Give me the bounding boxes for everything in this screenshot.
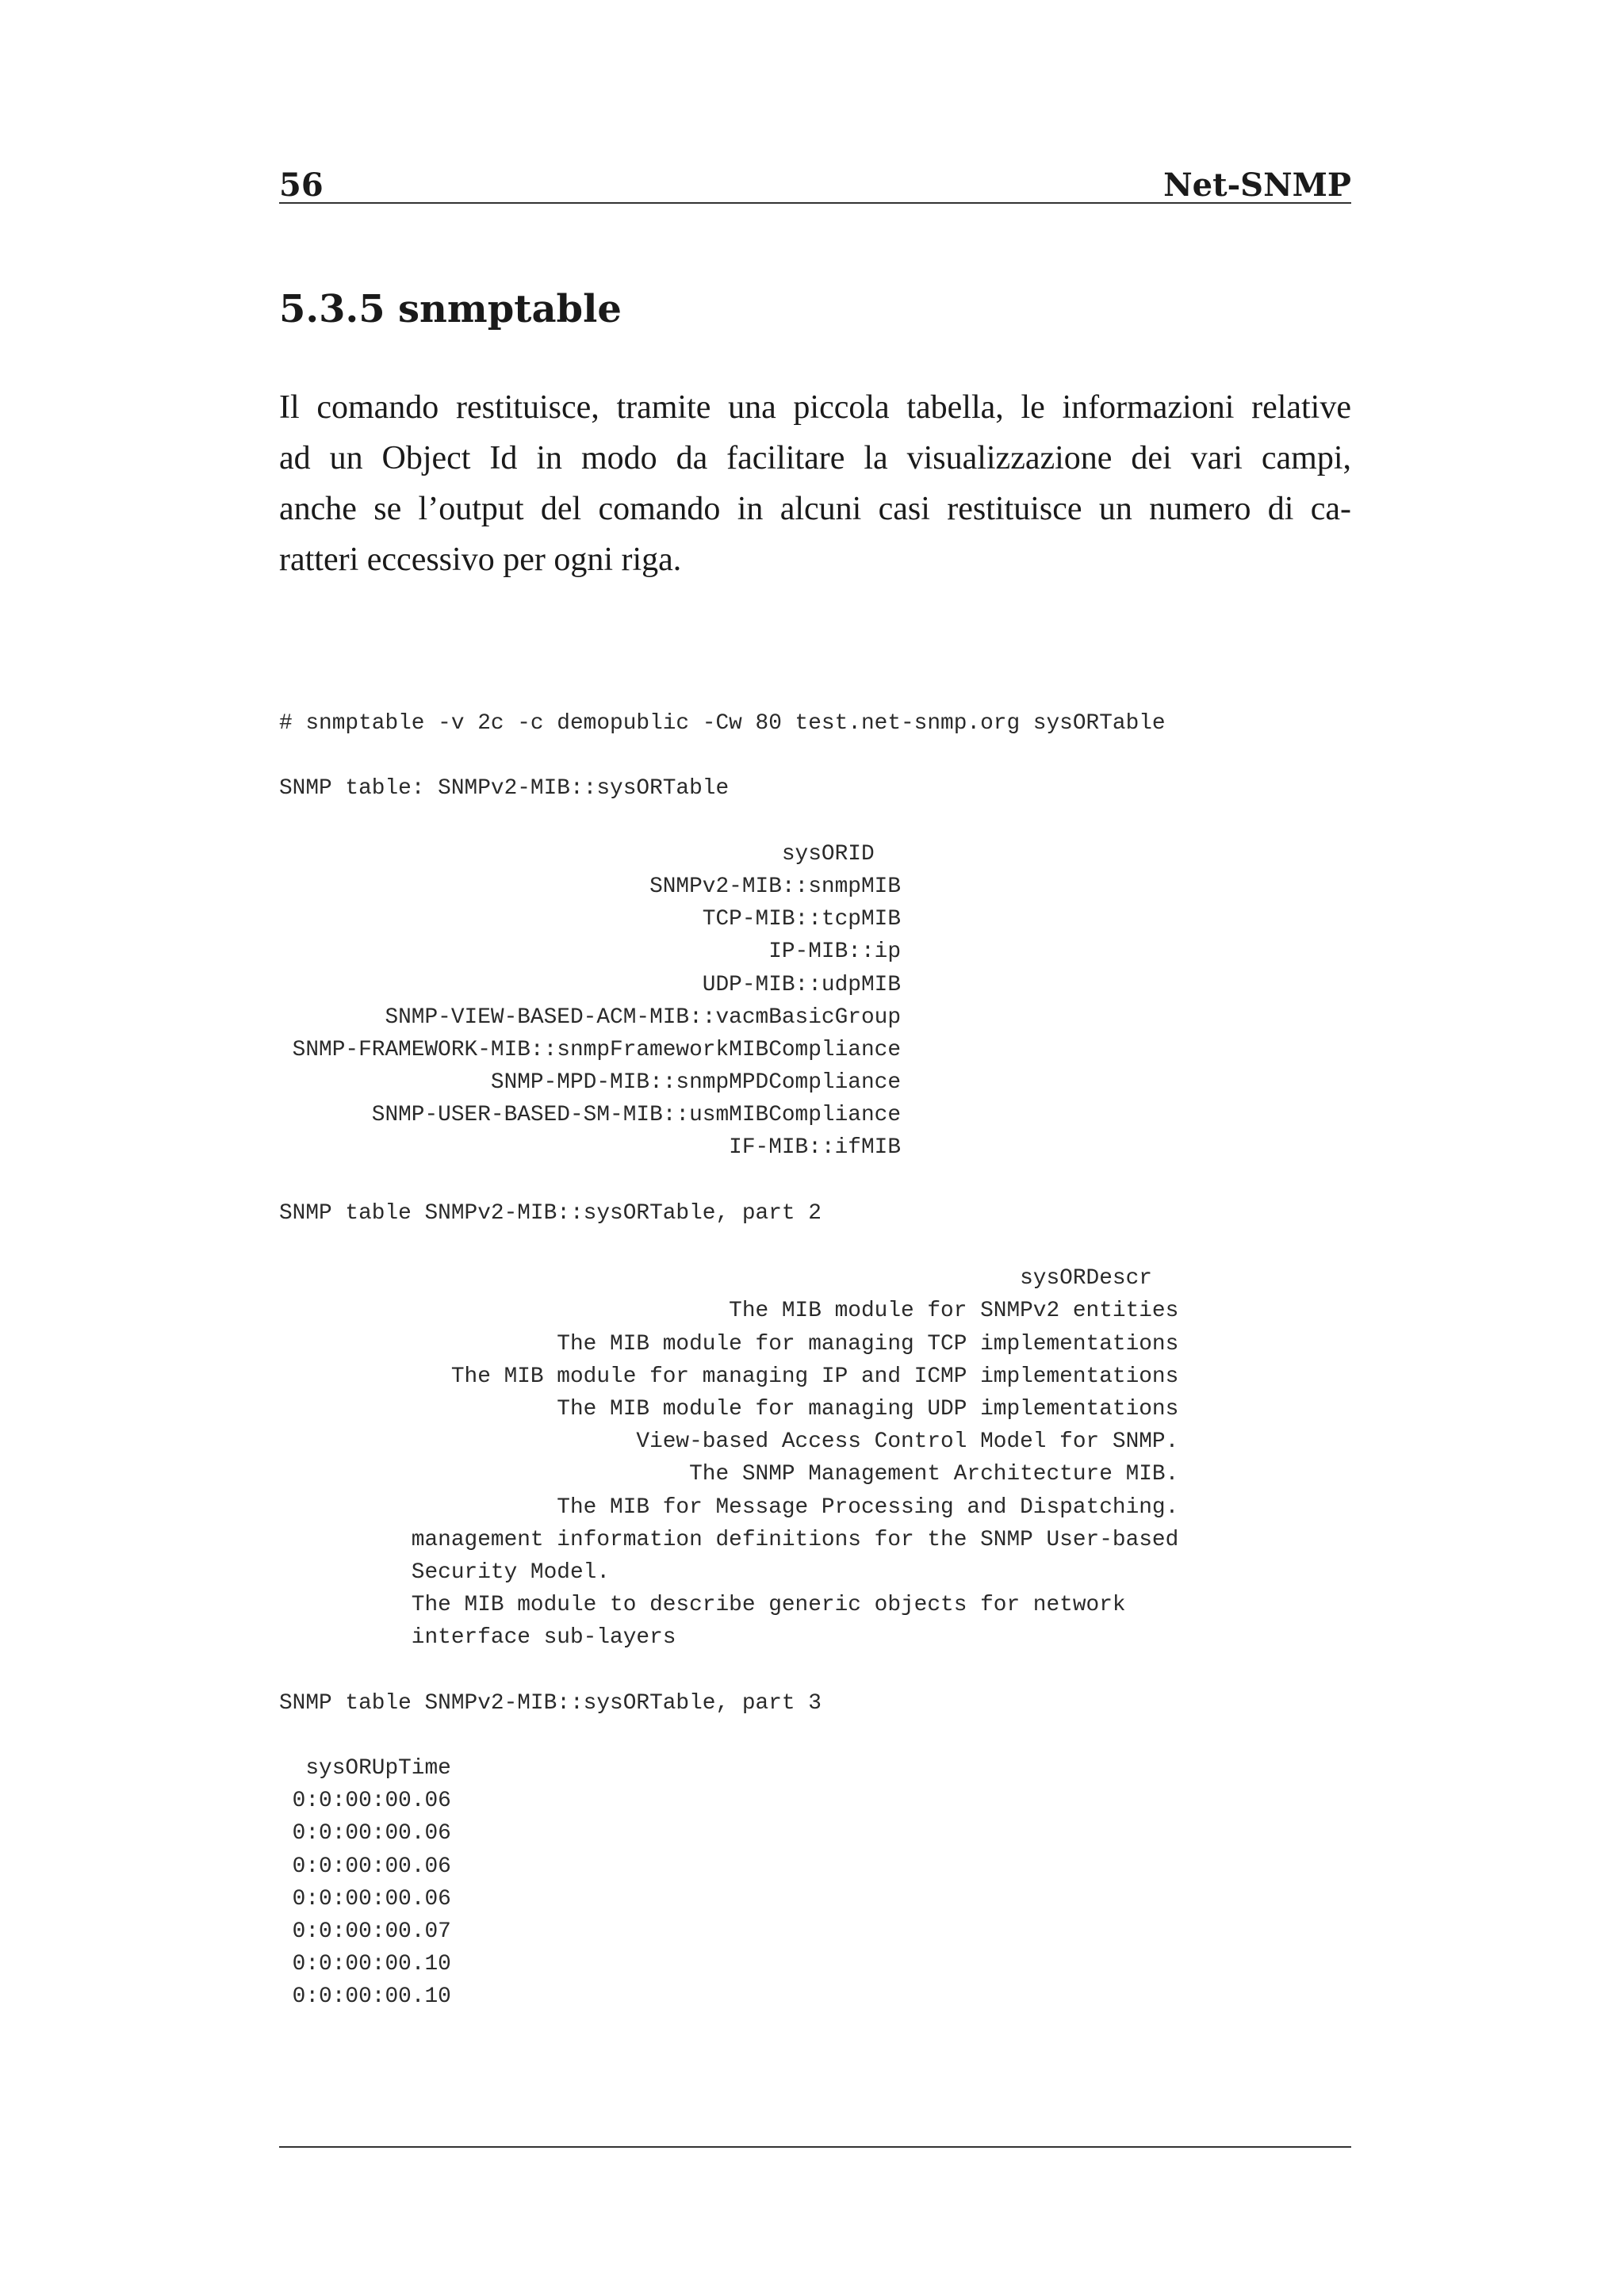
code-line: The MIB module to describe generic objects for network <box>279 1593 1126 1618</box>
running-header <box>279 157 1351 204</box>
header-rule <box>279 202 1351 204</box>
paragraph-line: ad un Object Id in modo da facilitare la visualizzazione dei vari campi, <box>279 440 1351 476</box>
code-line: 0:0:00:00.10 <box>279 1984 451 2010</box>
code-line <box>279 740 1178 772</box>
code-line: The MIB module for SNMPv2 entities <box>279 1299 1179 1324</box>
footer-rule <box>279 2146 1351 2148</box>
code-line: # snmptable -v 2c -c demopublic -Cw 80 test.net-snmp.org sysORTable <box>279 711 1166 736</box>
code-line: Security Model. <box>279 1559 611 1585</box>
paragraph-line: Il comando restituisce, tramite una piccola tabella, le informazioni relative <box>279 389 1351 426</box>
code-line: 0:0:00:00.06 <box>279 1886 451 1911</box>
code-line: SNMP table: SNMPv2-MIB::sysORTable <box>279 776 730 802</box>
code-line: sysORUpTime <box>279 1756 451 1781</box>
code-line: sysORDescr <box>279 1266 1152 1292</box>
code-line: 0:0:00:00.06 <box>279 1821 451 1846</box>
code-line: The MIB module for managing IP and ICMP implementations <box>279 1364 1179 1389</box>
code-line: management information definitions for the SNMP User-based <box>279 1527 1179 1552</box>
code-line: 0:0:00:00.10 <box>279 1952 451 1977</box>
code-line: IF-MIB::ifMIB <box>279 1135 901 1161</box>
code-line: View-based Access Control Model for SNMP. <box>279 1429 1179 1455</box>
paragraph-line: ratteri eccessivo per ogni riga. <box>279 541 682 578</box>
code-line: The MIB module for managing UDP implementations <box>279 1396 1179 1422</box>
code-line: TCP-MIB::tcpMIB <box>279 907 901 932</box>
paragraph-line: anche se l’output del comando in alcuni casi restituisce un numero di ca- <box>279 491 1351 527</box>
code-line: SNMP-FRAMEWORK-MIB::snmpFrameworkMIBCompliance <box>279 1037 901 1062</box>
code-line: SNMP table SNMPv2-MIB::sysORTable, part 3 <box>279 1690 822 1716</box>
code-listing <box>279 707 1178 2014</box>
code-line: UDP-MIB::udpMIB <box>279 972 901 997</box>
section-number: 5.3.5 <box>279 287 385 331</box>
code-line: 0:0:00:00.07 <box>279 1919 451 1944</box>
code-line: IP-MIB::ip <box>279 939 901 965</box>
code-line <box>279 1230 1178 1262</box>
code-line: 0:0:00:00.06 <box>279 1854 451 1879</box>
code-line <box>279 1720 1178 1752</box>
code-line: SNMPv2-MIB::snmpMIB <box>279 874 901 899</box>
code-line <box>279 806 1178 838</box>
section-title: snmptable <box>398 287 622 331</box>
code-line: The MIB module for managing TCP implementations <box>279 1331 1179 1357</box>
code-line: 0:0:00:00.06 <box>279 1789 451 1814</box>
page-number: 56 <box>279 166 324 204</box>
code-line: SNMP table SNMPv2-MIB::sysORTable, part 2 <box>279 1200 822 1226</box>
code-line: SNMP-USER-BASED-SM-MIB::usmMIBCompliance <box>279 1103 901 1128</box>
code-line: The SNMP Management Architecture MIB. <box>279 1462 1179 1487</box>
code-line <box>279 1654 1178 1686</box>
code-line: sysORID <box>279 841 875 867</box>
section-heading <box>279 287 622 331</box>
code-line <box>279 1165 1178 1197</box>
code-line: interface sub-layers <box>279 1625 676 1651</box>
code-line: The MIB for Message Processing and Dispatching. <box>279 1494 1179 1520</box>
running-title: Net-SNMP <box>1163 166 1351 204</box>
document-page <box>279 0 1351 2296</box>
body-paragraph <box>279 382 1351 585</box>
code-line: SNMP-MPD-MIB::snmpMPDCompliance <box>279 1070 901 1096</box>
code-line: SNMP-VIEW-BASED-ACM-MIB::vacmBasicGroup <box>279 1004 901 1030</box>
